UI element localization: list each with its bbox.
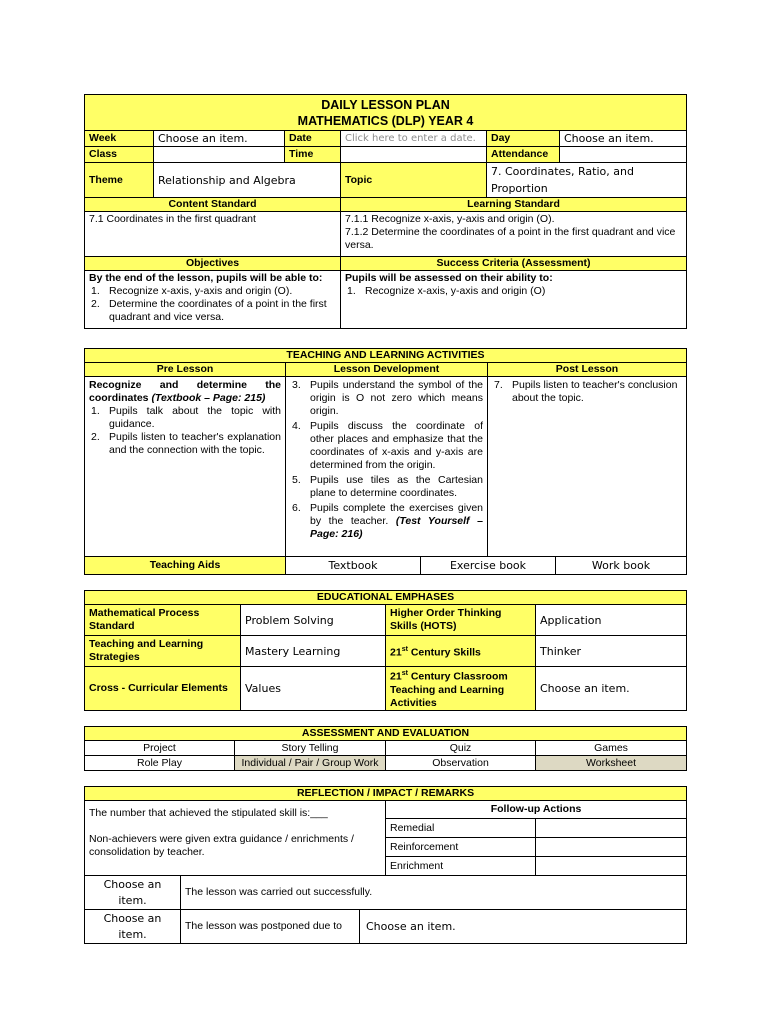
emphases-table — [84, 590, 687, 711]
theme-label: Theme — [85, 163, 154, 198]
activities-table — [84, 348, 687, 575]
assessment-option[interactable]: Quiz — [386, 741, 536, 756]
assessment-option-selected[interactable]: Worksheet — [536, 756, 687, 771]
plan-subtitle: MATHEMATICS (DLP) YEAR 4 — [297, 113, 474, 128]
non-achievers-text: Non-achievers were given extra guidance / enrichments / consolidation by teacher. — [89, 833, 354, 858]
emphasis-label: Mathematical Process Standard — [85, 605, 241, 636]
aid-exercise-book: Exercise book — [421, 557, 556, 574]
time-label: Time — [285, 147, 341, 163]
attendance-label: Attendance — [487, 147, 560, 163]
aid-work-book: Work book — [591, 559, 651, 572]
emphasis-value: Application — [536, 605, 687, 636]
achieved-text: The number that achieved the stipulated skill is:___ — [89, 807, 328, 819]
success-list — [345, 285, 682, 298]
list-item: 7. Pupils listen to teacher's conclusion about the topic. — [494, 379, 678, 404]
list-item: 2. Pupils listen to teacher's explanation and the connection with the topic. — [91, 431, 281, 456]
pre-lesson-label: Pre Lesson — [85, 363, 286, 377]
emphasis-label: 21st Century Classroom Teaching and Learning Activities — [386, 667, 536, 711]
list-item: 1. Pupils talk about the topic with guidance. — [91, 405, 281, 430]
assessment-title: ASSESSMENT AND EVALUATION — [85, 727, 687, 741]
achievement-cell — [85, 801, 386, 876]
post-lesson-label: Post Lesson — [488, 363, 687, 377]
followup-remedial: Remedial — [386, 819, 536, 838]
content-standard-value: 7.1 Coordinates in the first quadrant — [85, 212, 341, 257]
objectives-cell — [85, 271, 341, 329]
learning-standard-label: Learning Standard — [341, 198, 687, 212]
assessment-option[interactable]: Project — [85, 741, 235, 756]
lesson-development-cell — [286, 377, 488, 557]
teaching-aids-values — [286, 557, 687, 575]
emphasis-dropdown[interactable]: Choose an item. — [536, 667, 687, 711]
class-label: Class — [85, 147, 154, 163]
assessment-table — [84, 726, 687, 771]
learning-standard-values — [341, 212, 687, 257]
list-item: 5. Pupils use tiles as the Cartesian plane to determine coordinates. — [292, 474, 483, 499]
learning-standard-item: 7.1.1 Recognize x-axis, y-axis and origin (O). — [345, 213, 555, 225]
learning-standard-item: 7.1.2 Determine the coordinates of a point in the first quadrant and vice versa. — [345, 226, 676, 251]
success-intro: Pupils will be assessed on their ability to: — [345, 272, 553, 284]
activities-title: TEACHING AND LEARNING ACTIVITIES — [85, 349, 687, 363]
postponed-dropdown[interactable]: Choose an item. — [85, 910, 181, 944]
date-label: Date — [285, 131, 341, 147]
emphasis-label: Cross - Curricular Elements — [85, 667, 241, 711]
lesson-development-label: Lesson Development — [286, 363, 488, 377]
week-dropdown[interactable]: Choose an item. — [154, 131, 285, 147]
lesson-info-table — [84, 94, 687, 329]
day-dropdown[interactable]: Choose an item. — [560, 131, 687, 147]
assessment-option[interactable]: Role Play — [85, 756, 235, 771]
list-item: 2. Determine the coordinates of a point in the first quadrant and vice versa. — [91, 298, 327, 323]
textbook-reference: (Textbook – Page: 215) — [151, 392, 266, 404]
followup-reinforcement: Reinforcement — [386, 838, 536, 857]
list-item: 1. Recognize x-axis, y-axis and origin (O). — [91, 285, 293, 297]
post-lesson-list — [492, 379, 682, 405]
objectives-intro: By the end of the lesson, pupils will be able to: — [89, 272, 323, 284]
emphasis-label: 21st Century Skills — [386, 636, 536, 667]
emphasis-value: Values — [241, 667, 386, 711]
followup-label: Follow-up Actions — [386, 801, 687, 819]
pre-lesson-cell — [85, 377, 286, 557]
teaching-aids-label: Teaching Aids — [85, 557, 286, 575]
lesson-development-list — [290, 379, 483, 541]
week-label: Week — [85, 131, 154, 147]
list-item: 6. Pupils complete the exercises given by the teacher. (Test Yourself – Page: 216) — [292, 502, 483, 540]
test-yourself-reference: (Test Yourself – Page: 216) — [310, 515, 483, 540]
post-lesson-cell — [488, 377, 687, 557]
reflection-title: REFLECTION / IMPACT / REMARKS — [85, 787, 687, 801]
followup-remedial-field[interactable] — [536, 819, 687, 838]
postponed-text: The lesson was postponed due to — [181, 910, 360, 944]
postponed-reason-dropdown[interactable]: Choose an item. — [360, 910, 687, 944]
attendance-field[interactable] — [560, 147, 687, 163]
success-criteria-label: Success Criteria (Assessment) — [341, 257, 687, 271]
emphasis-value: Problem Solving — [241, 605, 386, 636]
followup-enrichment-field[interactable] — [536, 857, 687, 876]
success-criteria-cell — [341, 271, 687, 329]
topic-value: 7. Coordinates, Ratio, and Proportion — [487, 163, 687, 198]
followup-reinforcement-field[interactable] — [536, 838, 687, 857]
emphasis-label: Higher Order Thinking Skills (HOTS) — [386, 605, 536, 636]
objectives-list — [89, 285, 336, 324]
aid-textbook: Textbook — [286, 557, 421, 574]
list-item: 1. Recognize x-axis, y-axis and origin (O) — [347, 285, 546, 297]
objectives-label: Objectives — [85, 257, 341, 271]
list-item: 4. Pupils discuss the coordinate of other places and emphasize that the coordinates of x-axis and y-axis are determined from the origin. — [292, 420, 483, 471]
plan-header — [85, 95, 687, 131]
assessment-option[interactable]: Observation — [386, 756, 536, 771]
theme-value: Relationship and Algebra — [154, 163, 341, 198]
emphasis-value: Thinker — [536, 636, 687, 667]
assessment-option-selected[interactable]: Individual / Pair / Group Work — [235, 756, 386, 771]
assessment-option[interactable]: Games — [536, 741, 687, 756]
date-picker[interactable]: Click here to enter a date. — [341, 131, 487, 147]
assessment-option[interactable]: Story Telling — [235, 741, 386, 756]
class-field[interactable] — [154, 147, 285, 163]
carried-out-dropdown[interactable]: Choose an item. — [85, 876, 181, 910]
carried-out-text: The lesson was carried out successfully. — [181, 876, 687, 910]
content-standard-label: Content Standard — [85, 198, 341, 212]
plan-title: DAILY LESSON PLAN — [321, 97, 450, 112]
emphasis-label: Teaching and Learning Strategies — [85, 636, 241, 667]
day-label: Day — [487, 131, 560, 147]
topic-label: Topic — [341, 163, 487, 198]
pre-lesson-list — [89, 405, 281, 457]
pre-lesson-intro: Recognize and determine the coordinates (Textbook – Page: 215) — [89, 379, 281, 404]
followup-enrichment: Enrichment — [386, 857, 536, 876]
emphases-title: EDUCATIONAL EMPHASES — [85, 591, 687, 605]
emphasis-value: Mastery Learning — [241, 636, 386, 667]
list-item: 3. Pupils understand the symbol of the origin is O not zero which means origin. — [292, 379, 483, 417]
time-field[interactable] — [341, 147, 487, 163]
reflection-table — [84, 786, 687, 944]
